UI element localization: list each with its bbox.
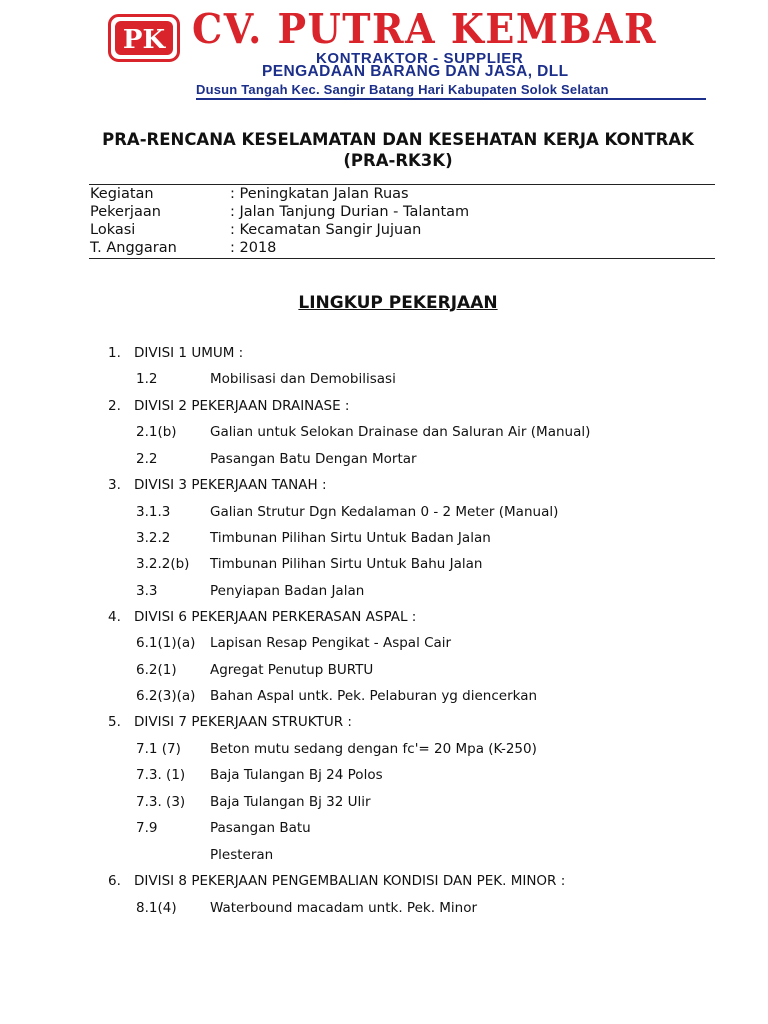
item-description: Waterbound macadam untk. Pek. Minor bbox=[210, 900, 478, 916]
item-description: Lapisan Resap Pengikat - Aspal Cair bbox=[210, 635, 452, 651]
document-subtitle: (PRA-RK3K) bbox=[343, 151, 453, 170]
division-title: DIVISI 2 PEKERJAAN DRAINASE : bbox=[134, 398, 350, 414]
info-key: T. Anggaran bbox=[90, 240, 177, 256]
item-code: 6.1(1)(a) bbox=[136, 635, 196, 651]
section-heading: LINGKUP PEKERJAAN bbox=[298, 293, 498, 313]
company-tagline-2: PENGADAAN BARANG DAN JASA, DLL bbox=[262, 63, 569, 80]
info-value: : Peningkatan Jalan Ruas bbox=[230, 186, 409, 202]
division-heading bbox=[108, 476, 327, 494]
division-title: DIVISI 8 PEKERJAAN PENGEMBALIAN KONDISI DAN PEK. MINOR : bbox=[134, 873, 566, 889]
item-description: Agregat Penutup BURTU bbox=[210, 662, 374, 678]
item-code: 3.2.2 bbox=[136, 530, 171, 546]
division-number: 2. bbox=[108, 398, 121, 414]
info-bottom-rule bbox=[89, 258, 715, 259]
item-code: 7.3. (1) bbox=[136, 767, 186, 783]
item-description: Galian Strutur Dgn Kedalaman 0 - 2 Meter (Manual) bbox=[210, 504, 559, 520]
item-description: Galian untuk Selokan Drainase dan Saluran Air (Manual) bbox=[210, 424, 591, 440]
info-key: Lokasi bbox=[90, 222, 136, 238]
item-description: Penyiapan Badan Jalan bbox=[210, 583, 365, 599]
item-description: Baja Tulangan Bj 24 Polos bbox=[210, 767, 383, 783]
item-code: 3.3 bbox=[136, 583, 158, 599]
info-key: Kegiatan bbox=[90, 186, 154, 202]
info-key: Pekerjaan bbox=[90, 204, 161, 220]
division-title: DIVISI 1 UMUM : bbox=[134, 345, 244, 361]
item-description: Plesteran bbox=[210, 847, 274, 863]
item-description: Beton mutu sedang dengan fc'= 20 Mpa (K-250) bbox=[210, 741, 537, 757]
division-number: 5. bbox=[108, 714, 121, 730]
company-tagline-1: KONTRAKTOR - SUPPLIER bbox=[316, 50, 524, 67]
item-description: Pasangan Batu bbox=[210, 820, 311, 836]
item-code: 3.2.2(b) bbox=[136, 556, 190, 572]
item-code: 7.3. (3) bbox=[136, 794, 186, 810]
item-code: 6.2(3)(a) bbox=[136, 688, 196, 704]
item-description: Mobilisasi dan Demobilisasi bbox=[210, 371, 396, 387]
item-code: 8.1(4) bbox=[136, 900, 177, 916]
info-value: : Kecamatan Sangir Jujuan bbox=[230, 222, 422, 238]
company-address: Dusun Tangah Kec. Sangir Batang Hari Kabupaten Solok Selatan bbox=[196, 82, 609, 97]
company-logo bbox=[108, 14, 180, 62]
logo-text: PK bbox=[122, 25, 166, 55]
document-title: PRA-RENCANA KESELAMATAN DAN KESEHATAN KERJA KONTRAK bbox=[102, 130, 694, 149]
division-title: DIVISI 3 PEKERJAAN TANAH : bbox=[134, 477, 327, 493]
company-name: CV. PUTRA KEMBAR bbox=[192, 4, 658, 53]
item-code: 2.2 bbox=[136, 451, 158, 467]
letterhead bbox=[0, 0, 768, 110]
letterhead-divider bbox=[196, 98, 706, 100]
item-description: Baja Tulangan Bj 32 Ulir bbox=[210, 794, 371, 810]
division-number: 3. bbox=[108, 477, 121, 493]
item-description: Timbunan Pilihan Sirtu Untuk Bahu Jalan bbox=[210, 556, 483, 572]
item-code: 3.1.3 bbox=[136, 504, 171, 520]
division-number: 1. bbox=[108, 345, 121, 361]
division-number: 4. bbox=[108, 609, 121, 625]
division-heading bbox=[108, 608, 416, 626]
division-title: DIVISI 7 PEKERJAAN STRUKTUR : bbox=[134, 714, 352, 730]
division-number: 6. bbox=[108, 873, 121, 889]
item-code: 1.2 bbox=[136, 371, 158, 387]
info-value: : 2018 bbox=[230, 240, 277, 256]
division-heading bbox=[108, 344, 243, 362]
item-description: Bahan Aspal untk. Pek. Pelaburan yg diencerkan bbox=[210, 688, 538, 704]
item-code: 7.1 (7) bbox=[136, 741, 181, 757]
info-value: : Jalan Tanjung Durian - Talantam bbox=[230, 204, 470, 220]
division-heading bbox=[108, 872, 565, 890]
item-description: Pasangan Batu Dengan Mortar bbox=[210, 451, 417, 467]
item-description: Timbunan Pilihan Sirtu Untuk Badan Jalan bbox=[210, 530, 491, 546]
division-heading bbox=[108, 713, 352, 731]
item-code: 7.9 bbox=[136, 820, 158, 836]
item-code: 6.2(1) bbox=[136, 662, 177, 678]
item-code: 2.1(b) bbox=[136, 424, 177, 440]
division-heading bbox=[108, 397, 349, 415]
division-title: DIVISI 6 PEKERJAAN PERKERASAN ASPAL : bbox=[134, 609, 417, 625]
